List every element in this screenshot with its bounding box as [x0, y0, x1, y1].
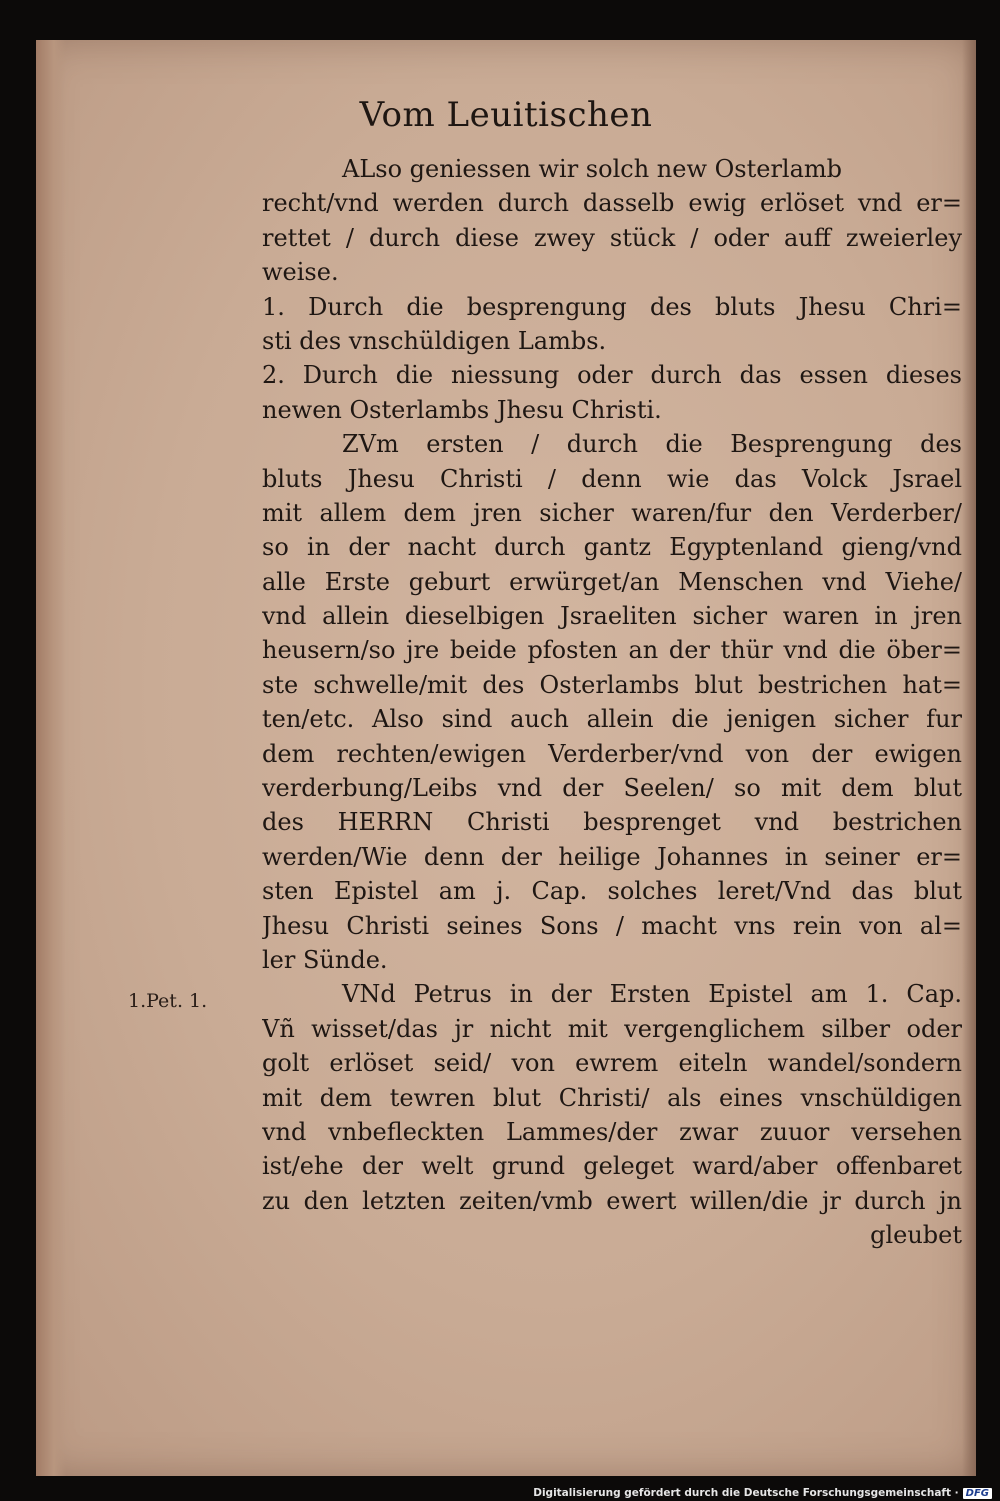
- text-line: sten Epistel am j. Cap. solches leret/Vnd das blut: [262, 877, 962, 906]
- text-line: ste schwelle/mit des Osterlambs blut bestrichen hat=: [262, 670, 962, 699]
- text-line: sti des vnschüldigen Lambs.: [262, 326, 607, 355]
- text-block: [262, 152, 962, 1253]
- text-line: werden/Wie denn der heilige Johannes in seiner er=: [262, 842, 962, 871]
- text-line: bluts Jhesu Christi / denn wie das Volck Jsrael: [262, 464, 962, 493]
- text-line: golt erlöset seid/ von ewrem eiteln wandel/sondern: [262, 1049, 962, 1078]
- digitization-credit: [533, 1487, 992, 1499]
- text-line: ALso geniessen wir solch new Osterlamb: [342, 155, 843, 183]
- text-line: vnd vnbefleckten Lammes/der zwar zuuor versehen: [262, 1117, 962, 1146]
- text-line: ler Sünde.: [262, 945, 388, 974]
- text-line: weise.: [262, 258, 339, 287]
- text-line: Vñ wisset/das jr nicht mit vergenglichem silber oder: [262, 1014, 962, 1043]
- text-line: newen Osterlambs Jhesu Christi.: [262, 395, 662, 424]
- page-edge: [962, 40, 976, 1476]
- text-line: heusern/so jre beide pfosten an der thür vnd die öber=: [262, 636, 962, 665]
- text-line: ZVm ersten / durch die Besprengung des: [342, 430, 962, 459]
- page-gutter: [36, 40, 66, 1476]
- text-line: vnd allein dieselbigen Jsraeliten sicher waren in jren: [262, 602, 962, 631]
- text-line: so in der nacht durch gantz Egyptenland gieng/vnd: [262, 533, 962, 562]
- text-line: mit allem dem jren sicher waren/fur den Verderber/: [262, 498, 962, 527]
- text-line: des HERRN Christi besprenget vnd bestrichen: [262, 808, 962, 837]
- book-page: [36, 40, 976, 1476]
- text-line: ist/ehe der welt grund geleget ward/aber offenbaret: [262, 1152, 962, 1181]
- text-line: dem rechten/ewigen Verderber/vnd von der ewigen: [262, 739, 962, 768]
- text-line: Jhesu Christi seines Sons / macht vns rein von al=: [262, 911, 962, 940]
- text-line: VNd Petrus in der Ersten Epistel am 1. Cap.: [342, 980, 962, 1009]
- text-line: rettet / durch diese zwey stück / oder auff zweierley: [262, 223, 962, 252]
- text-line: alle Erste geburt erwürget/an Menschen vnd Viehe/: [262, 567, 962, 596]
- catchword: gleubet: [870, 1221, 962, 1250]
- text-line: mit dem tewren blut Christi/ als eines vnschüldigen: [262, 1083, 962, 1112]
- text-line: recht/vnd werden durch dasselb ewig erlöset vnd er=: [262, 189, 962, 218]
- text-line: ten/etc. Also sind auch allein die jenigen sicher fur: [262, 705, 962, 734]
- text-line: 2. Durch die niessung oder durch das essen dieses: [262, 361, 962, 390]
- dfg-logo: DFG: [963, 1488, 992, 1499]
- text-line: zu den letzten zeiten/vmb ewert willen/die jr durch jn: [262, 1186, 962, 1215]
- margin-note: 1.Pet. 1.: [128, 990, 208, 1012]
- running-head: Vom Leuitischen: [359, 95, 653, 135]
- text-line: verderbung/Leibs vnd der Seelen/ so mit dem blut: [262, 774, 962, 803]
- text-line: 1. Durch die besprengung des bluts Jhesu Chri=: [262, 292, 962, 321]
- credit-text: Digitalisierung gefördert durch die Deutsche Forschungsgemeinschaft ·: [533, 1487, 959, 1499]
